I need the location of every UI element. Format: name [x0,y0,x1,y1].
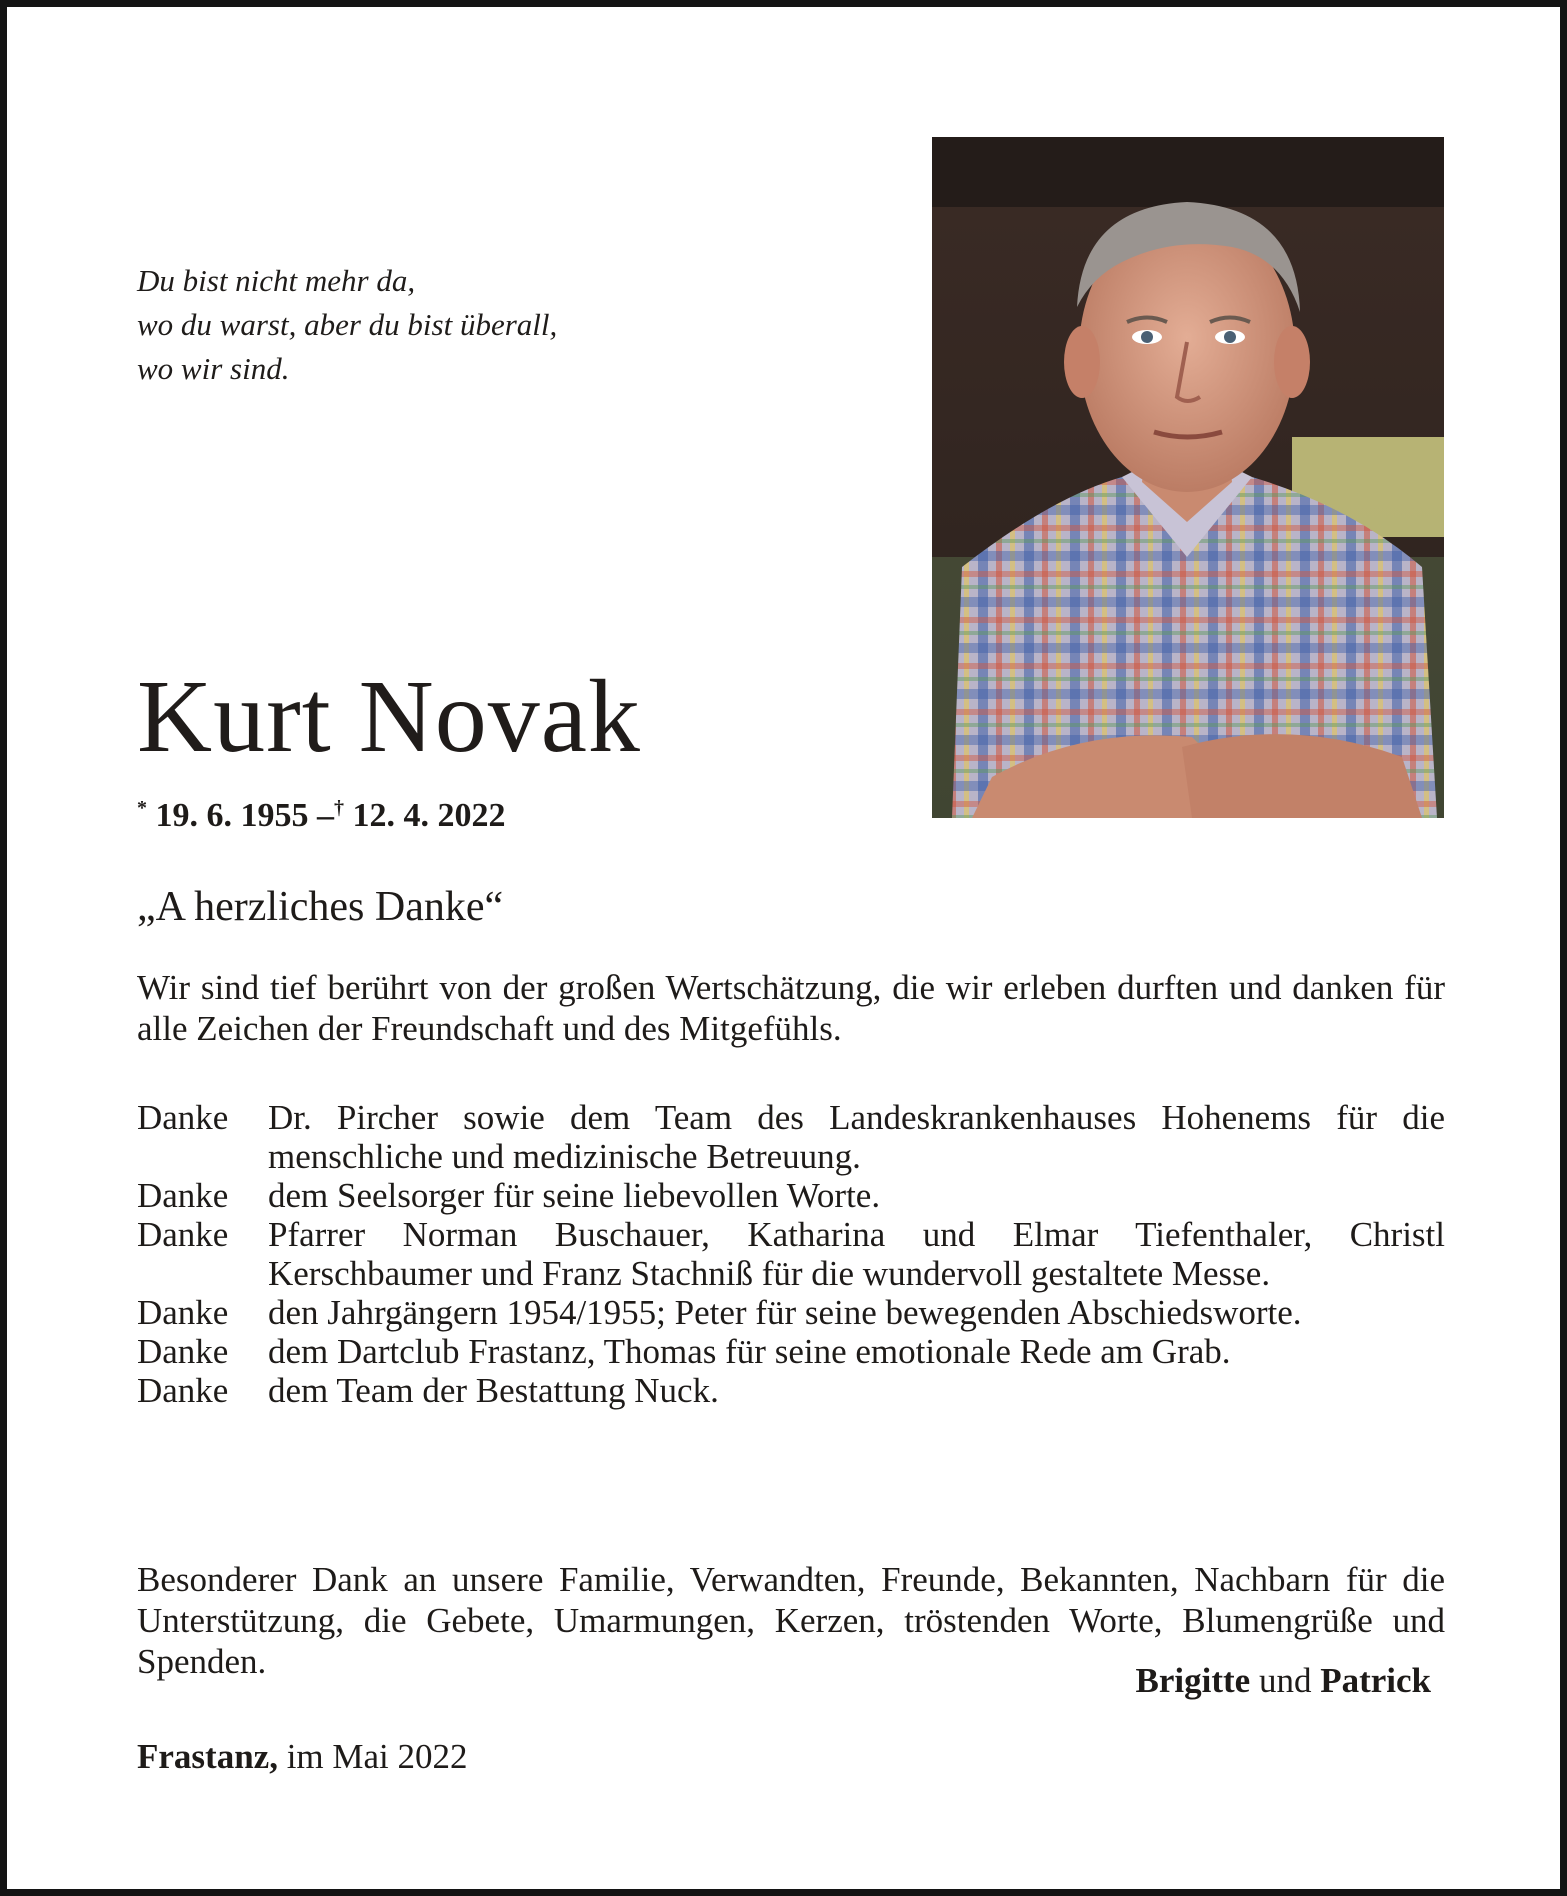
intro-paragraph: Wir sind tief berührt von der großen Wertschätzung, die wir erleben durften und danken für alle Zeichen der Freundschaft und des Mitgefühls. [137,968,1445,1048]
motto-line: wo du warst, aber du bist überall, [137,307,558,342]
thanks-label: Danke [137,1176,229,1215]
thanks-label: Danke [137,1098,229,1137]
thanks-label: Danke [137,1332,229,1371]
closing-paragraph: Besonderer Dank an unsere Familie, Verwandten, Freunde, Bekannten, Nachbarn für die Unterstützung, die Gebete, Umarmungen, Kerzen, tröstenden Worte, Blumengrüße und Spenden. [137,1560,1445,1681]
portrait-icon [932,137,1444,818]
thanks-row [137,1215,1445,1293]
place-town: Frastanz, [137,1737,278,1776]
death-symbol: † [334,797,344,819]
thanks-list [137,1098,1445,1410]
portrait-photo [932,137,1444,818]
thanks-label: Danke [137,1215,229,1254]
signature-name-1: Brigitte [1135,1661,1251,1700]
place-and-date [137,1734,468,1780]
thanks-heading: „A herzliches Danke“ [137,884,504,930]
signature-name-2: Patrick [1320,1661,1431,1700]
signature-conjunction: und [1258,1661,1312,1700]
life-dates [137,785,506,839]
thanks-row [137,1176,1445,1215]
thanks-label: Danke [137,1293,229,1332]
thanks-row [137,1332,1445,1371]
thanks-text: dem Team der Bestattung Nuck. [268,1371,719,1410]
death-date: 12. 4. 2022 [352,797,506,834]
motto-line: wo wir sind. [137,351,290,386]
birth-date: 19. 6. 1955 [155,797,309,834]
thanks-text: Dr. Pircher sowie dem Team des Landeskrankenhauses Hohenems für die menschliche und medizinische Betreuung. [268,1098,1445,1176]
motto-quote [137,259,777,391]
deceased-name: Kurt Novak [137,659,641,774]
thanks-label: Danke [137,1371,229,1410]
thanks-row [137,1371,1445,1410]
place-date: im Mai 2022 [286,1737,468,1776]
thanks-text: dem Dartclub Frastanz, Thomas für seine emotionale Rede am Grab. [268,1332,1231,1371]
thanks-text: dem Seelsorger für seine liebevollen Worte. [268,1176,881,1215]
date-separator: – [317,797,334,834]
signature [1136,1658,1431,1704]
birth-symbol: * [137,797,147,819]
thanks-row [137,1098,1445,1176]
thanks-text: Pfarrer Norman Buschauer, Katharina und Elmar Tiefenthaler, Christl Kerschbaumer und Franz Stachniß für die wundervoll gestaltete Messe. [268,1215,1445,1293]
thanks-row [137,1293,1445,1332]
thanks-text: den Jahrgängern 1954/1955; Peter für seine bewegenden Abschiedsworte. [268,1293,1302,1332]
motto-line: Du bist nicht mehr da, [137,263,416,298]
